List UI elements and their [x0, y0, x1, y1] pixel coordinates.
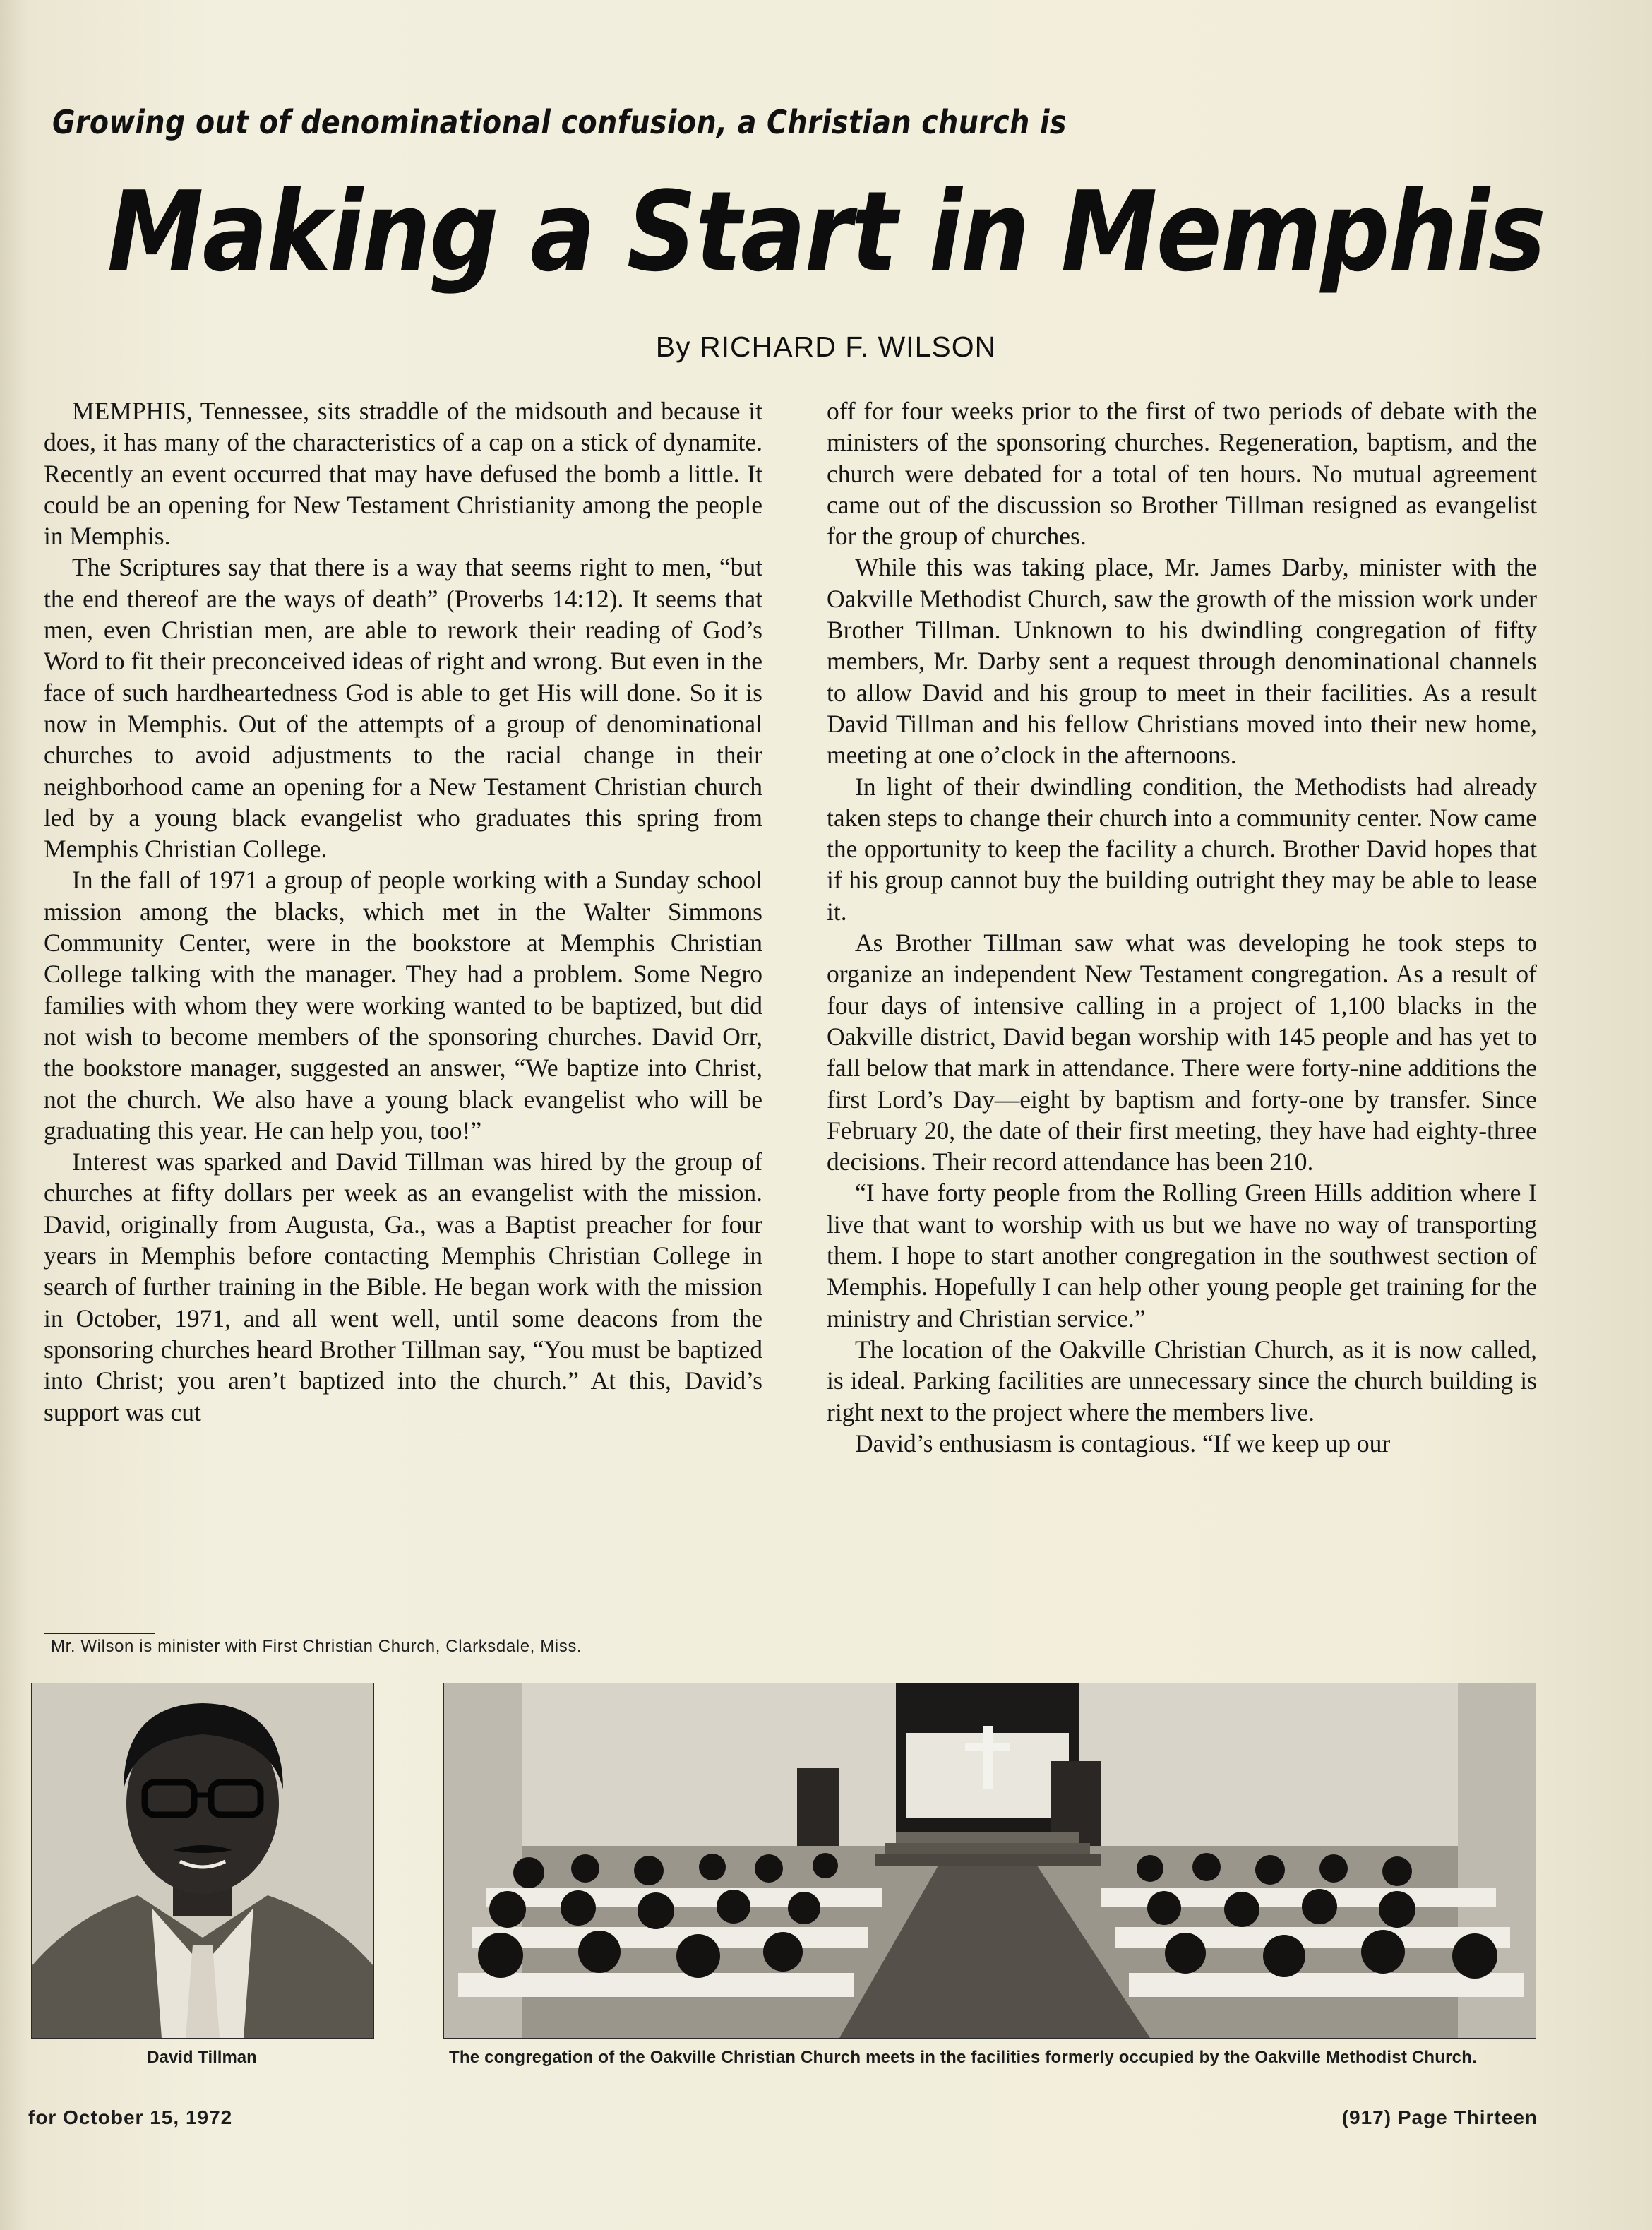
- article-kicker: Growing out of denominational confusion, a Christian church is: [52, 103, 1067, 141]
- portrait-caption: David Tillman: [147, 2048, 257, 2067]
- church-photo-caption: The congregation of the Oakville Christian Church meets in the facilities formerly occupied by the Oakville Methodist Church.: [449, 2048, 1477, 2067]
- church-interior-photo: [443, 1683, 1536, 2039]
- paragraph: Interest was sparked and David Tillman was hired by the group of churches at fifty dollars per week as an evangelist with the mission. David, originally from Augusta, Ga., was a Baptist preacher for four years in Memphis before contacting Memphis Christian College in search of further training in the Bible. He began work with the mission in October, 1971, and all went well, until some deacons from the sponsoring churches heard Brother Tillman say, “You must be baptized into Christ; you aren’t baptized into the church.” At this, David’s support was cut: [44, 1147, 762, 1426]
- page-number: (917) Page Thirteen: [1341, 2106, 1538, 2128]
- author-footnote: Mr. Wilson is minister with First Christian Church, Clarksdale, Miss.: [51, 1637, 582, 1656]
- article-column-right: [827, 395, 1537, 1459]
- footnote-rule: [44, 1633, 155, 1634]
- paragraph: The location of the Oakville Christian Church, as it is now called, is ideal. Parking facilities are unnecessary since the church building is right next to the project where the members live.: [827, 1335, 1537, 1426]
- paragraph: As Brother Tillman saw what was developing he took steps to organize an independent New Testament congregation. As a result of four days of intensive calling in a project of 1,100 blacks in the Oakville district, David began worship with 145 people and has yet to fall below that mark in attendance. There were forty-nine additions the first Lord’s Day—eight by baptism and forty-one by transfer. Since February 20, the date of their first meeting, they have had eighty-three decisions. Their record attendance has been 210.: [827, 929, 1537, 1176]
- paragraph: The Scriptures say that there is a way that seems right to men, “but the end thereof are the ways of death” (Proverbs 14:12). It seems that men, even Christian men, are able to rework their reading of God’s Word to fit their preconceived ideas of right and wrong. But even in the face of such hardheartedness God is able to get His will done. So it is now in Memphis. Out of the attempts of a group of denominational churches to avoid adjustments to the racial change in their neighborhood came an opening for a New Testament Christian church led by a young black evangelist who graduates this spring from Memphis Christian College.: [44, 553, 762, 864]
- article-title: Making a Start in Memphis: [107, 167, 1545, 296]
- paragraph: “I have forty people from the Rolling Green Hills addition where I live that want to worship with us but we have no way of transporting them. I hope to start another congregation in the southwest section of Memphis. Hopefully I can help other young people get training for the ministry and Christian service.”: [827, 1179, 1537, 1332]
- paragraph: off for four weeks prior to the first of two periods of debate with the ministers of the sponsoring churches. Regeneration, baptism, and the church were debated for a total of ten hours. No mutual agreement came out of the discussion so Brother Tillman resigned as evangelist for the group of churches.: [827, 397, 1537, 551]
- paragraph: MEMPHIS, Tennessee, sits straddle of the midsouth and because it does, it has many of the characteristics of a cap on a stick of dynamite. Recently an event occurred that may have defused the bomb a little. It could be an opening for New Testament Christianity among the people in Memphis.: [44, 397, 762, 551]
- article-column-left: [44, 395, 762, 1428]
- issue-date: for October 15, 1972: [28, 2106, 233, 2128]
- paragraph: David’s enthusiasm is contagious. “If we keep up our: [855, 1429, 1391, 1457]
- paragraph: In the fall of 1971 a group of people working with a Sunday school mission among the blacks, which met in the Walter Simmons Community Center, were in the bookstore at Memphis Christian College talking with the manager. They had a problem. Some Negro families with whom they were working wanted to be baptized, but did not wish to become members of the sponsoring churches. David Orr, the bookstore manager, suggested an answer, “We baptize into Christ, not the church. We also have a young black evangelist who will be graduating this year. He can help you, too!”: [44, 866, 762, 1145]
- portrait-photo: [31, 1683, 374, 2039]
- paragraph: In light of their dwindling condition, the Methodists had already taken steps to change their church into a community center. Now came the opportunity to keep the facility a church. Brother David hopes that if his group cannot buy the building outright they may be able to lease it.: [827, 772, 1537, 926]
- article-byline: By RICHARD F. WILSON: [655, 330, 997, 363]
- paragraph: While this was taking place, Mr. James Darby, minister with the Oakville Methodist Church, saw the growth of the mission work under Brother Tillman. Unknown to his dwindling congregation of fifty members, Mr. Darby sent a request through denominational channels to allow David and his group to meet in their facilities. As a result David Tillman and his fellow Christians moved into their new home, meeting at one o’clock in the afternoons.: [827, 553, 1537, 770]
